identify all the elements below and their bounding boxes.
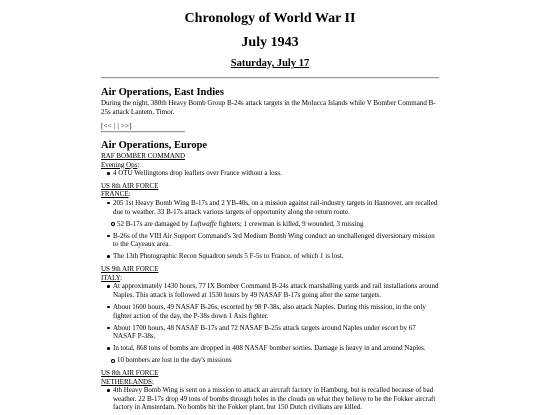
europe-section — [101, 140, 439, 415]
date-heading: Saturday, July 17 — [230, 58, 310, 69]
list-item: In total, 868 tons of bombs are dropped in 408 NASAF bomber sorties. Damage is heavy in and around Naples. — [107, 344, 439, 353]
divider-short — [101, 131, 185, 133]
page-title: Chronology of World War II — [184, 11, 356, 26]
nav-bar — [101, 122, 439, 131]
sub-label-italy: ITALY: — [101, 273, 123, 282]
us8-france-list — [101, 199, 439, 261]
divider — [101, 77, 439, 79]
list-item: B-26s of the VIII Air Support Command's 3rd Medium Bomb Wing conduct an unchallenged diversionary mission to the Cayeaux area. — [107, 232, 439, 249]
list-item: About 1600 hours, 49 NASAF B-26s, escorted by 98 P-38s, also attack Naples. During this mission, in the only fighter action of the day, the P-38s down 1 Axis fighter. — [107, 303, 439, 320]
nav-separator: | — [113, 122, 116, 131]
sub-label-netherlands: NETHERLANDS: — [101, 377, 154, 386]
list-item: 4th Heavy Bomb Wing is sent on a mission to attack an aircraft factory in Hamburg, but is recalled because of bad weather. 22 B-17s drop 49 tons of bombs through holes in the clouds on what they believe to be the Fokker aircraft factory in Amsterdam. No bombs hit the Fokker plant, but 150 Dutch civilians are killed. — [107, 386, 439, 412]
us8-france-group — [101, 182, 439, 261]
list-item: The 13th Photographic Recon Squadron sends 5 F-5s to France, of which 1 is lost. — [107, 252, 439, 261]
raf-group — [101, 152, 439, 178]
next-link[interactable]: >>] — [120, 122, 132, 131]
us8-netherlands-list — [101, 386, 439, 412]
prev-link[interactable]: [<< — [101, 122, 112, 131]
list-item: About 1700 hours, 48 NASAF B-17s and 72 NASAF B-25s attack targets around Naples under escort by 67 NASAF P-38s. — [107, 324, 439, 341]
sub-label-evening-ops: Evening Ops: — [101, 160, 140, 169]
unit-label-us9: US 9th AIR FORCE — [101, 265, 159, 274]
sub-label-france: FRANCE: — [101, 190, 131, 199]
unit-label-us8: US 8th AIR FORCE — [101, 368, 159, 377]
us9-italy-group — [101, 265, 439, 365]
east-indies-section — [101, 87, 439, 131]
month-heading: July 1943 — [241, 35, 299, 50]
nav-separator: | — [117, 122, 119, 131]
east-indies-text: During the night, 380th Heavy Bomb Group B-24s attack targets in the Molucca Islands while V Bomber Command B-25s attack Lautem, Timor. — [101, 99, 436, 116]
section-heading-europe: Air Operations, Europe — [101, 140, 208, 151]
sub-list-item: 10 bombers are lost in the day's missions — [111, 356, 439, 365]
list-item: At approximately 1430 hours, 77 IX Bomber Command B-24s attack marshalling yards and rail installations around Naples. This attack is followed at 1530 hours by 49 NASAF B-17s going after the same targets. — [107, 282, 439, 299]
sub-list-item: 52 B-17s are damaged by Luftwaffe fighters; 1 crewman is killed, 9 wounded, 3 missing — [111, 220, 439, 229]
list-item: 205 1st Heavy Bomb Wing B-17s and 2 YB-40s, on a mission against rail-industry targets in Hannover, are recalled due to weather. 33 B-17s attack various targets of opportunity along the return route. — [107, 199, 439, 216]
us8-netherlands-group — [101, 369, 439, 412]
section-heading-east-indies: Air Operations, East Indies — [101, 87, 224, 98]
list-item: 4 OTU Wellingtons drop leaflets over France without a loss. — [107, 169, 439, 178]
unit-label-us8: US 8th AIR FORCE — [101, 181, 159, 190]
unit-label-raf: RAF BOMBER COMMAND — [101, 152, 186, 160]
raf-list — [101, 169, 439, 178]
us9-italy-list — [101, 282, 439, 365]
